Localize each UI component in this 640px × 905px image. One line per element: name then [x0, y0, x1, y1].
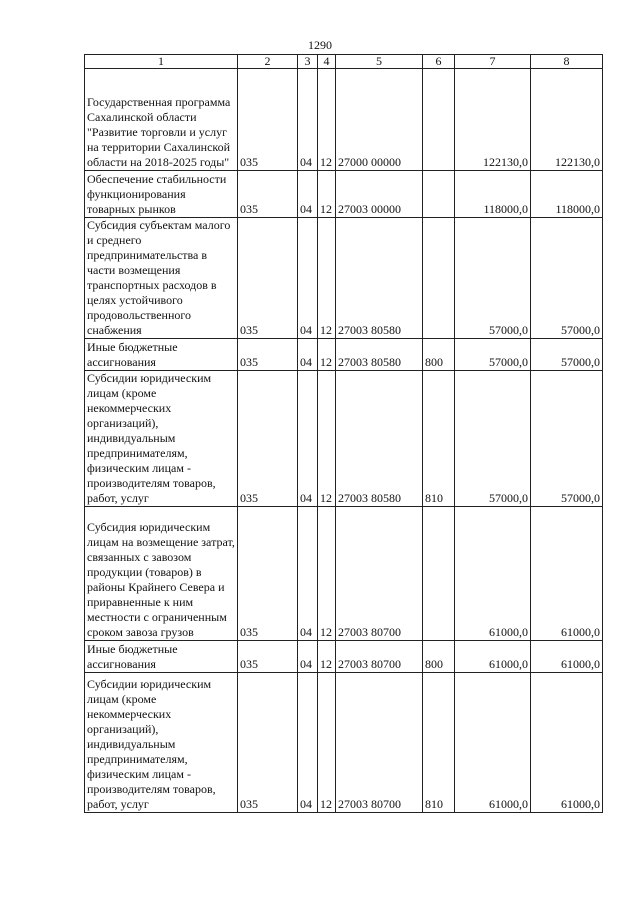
row-name: Иные бюджетные ассигнования	[85, 339, 238, 371]
header-cell: 1	[85, 55, 238, 69]
amount-col8: 122130,0	[531, 69, 603, 171]
amount-col7: 61000,0	[455, 673, 531, 813]
expense-type-code: 810	[423, 371, 455, 507]
amount-col7: 61000,0	[455, 641, 531, 673]
ministry-code: 035	[238, 69, 298, 171]
subsection-code: 12	[318, 218, 336, 339]
row-name: Субсидии юридическим лицам (кроме некоммерческих организаций), индивидуальным предпринимателям, физическим лицам - производителям товаров, работ, услуг	[85, 673, 238, 813]
target-article-code: 27003 80580	[336, 371, 423, 507]
table-row	[85, 641, 603, 673]
amount-col7: 57000,0	[455, 339, 531, 371]
row-name: Субсидия субъектам малого и среднего предпринимательства в части возмещения транспортных расходов в целях устойчивого продовольственного снабжения	[85, 218, 238, 339]
target-article-code: 27003 00000	[336, 171, 423, 218]
header-cell: 4	[318, 55, 336, 69]
amount-col8: 61000,0	[531, 641, 603, 673]
table-row	[85, 69, 603, 171]
expense-type-code	[423, 171, 455, 218]
amount-col7: 61000,0	[455, 507, 531, 641]
amount-col8: 57000,0	[531, 218, 603, 339]
ministry-code: 035	[238, 371, 298, 507]
subsection-code: 12	[318, 339, 336, 371]
row-name: Государственная программа Сахалинской области "Развитие торговли и услуг на территории Сахалинской области на 2018-2025 годы"	[85, 69, 238, 171]
ministry-code: 035	[238, 673, 298, 813]
header-cell: 5	[336, 55, 423, 69]
expense-type-code: 800	[423, 641, 455, 673]
amount-col8: 118000,0	[531, 171, 603, 218]
section-code: 04	[298, 507, 318, 641]
header-cell: 2	[238, 55, 298, 69]
amount-col7: 57000,0	[455, 218, 531, 339]
table-header-row	[85, 55, 603, 69]
subsection-code: 12	[318, 69, 336, 171]
section-code: 04	[298, 641, 318, 673]
subsection-code: 12	[318, 371, 336, 507]
row-name: Обеспечение стабильности функционирования товарных рынков	[85, 171, 238, 218]
section-code: 04	[298, 69, 318, 171]
header-cell: 8	[531, 55, 603, 69]
header-cell: 3	[298, 55, 318, 69]
expense-type-code	[423, 507, 455, 641]
expense-type-code	[423, 69, 455, 171]
amount-col8: 61000,0	[531, 507, 603, 641]
subsection-code: 12	[318, 641, 336, 673]
ministry-code: 035	[238, 507, 298, 641]
row-name: Иные бюджетные ассигнования	[85, 641, 238, 673]
subsection-code: 12	[318, 171, 336, 218]
header-cell: 7	[455, 55, 531, 69]
page-number: 1290	[308, 38, 332, 52]
row-name: Субсидия юридическим лицам на возмещение затрат, связанных с завозом продукции (товаров) в районы Крайнего Севера и приравненные к ним местности с ограниченным сроком завоза грузов	[85, 507, 238, 641]
amount-col8: 61000,0	[531, 673, 603, 813]
target-article-code: 27003 80580	[336, 339, 423, 371]
target-article-code: 27003 80700	[336, 507, 423, 641]
ministry-code: 035	[238, 641, 298, 673]
expense-type-code: 800	[423, 339, 455, 371]
expense-type-code: 810	[423, 673, 455, 813]
section-code: 04	[298, 171, 318, 218]
section-code: 04	[298, 339, 318, 371]
budget-table	[84, 54, 603, 813]
table-row	[85, 171, 603, 218]
ministry-code: 035	[238, 218, 298, 339]
subsection-code: 12	[318, 507, 336, 641]
table-row	[85, 507, 603, 641]
table-row	[85, 673, 603, 813]
header-cell: 6	[423, 55, 455, 69]
subsection-code: 12	[318, 673, 336, 813]
target-article-code: 27003 80700	[336, 673, 423, 813]
target-article-code: 27000 00000	[336, 69, 423, 171]
section-code: 04	[298, 218, 318, 339]
section-code: 04	[298, 673, 318, 813]
table-row	[85, 371, 603, 507]
target-article-code: 27003 80580	[336, 218, 423, 339]
table-row	[85, 218, 603, 339]
amount-col7: 118000,0	[455, 171, 531, 218]
ministry-code: 035	[238, 339, 298, 371]
ministry-code: 035	[238, 171, 298, 218]
row-name: Субсидии юридическим лицам (кроме некоммерческих организаций), индивидуальным предпринимателям, физическим лицам - производителям товаров, работ, услуг	[85, 371, 238, 507]
amount-col8: 57000,0	[531, 371, 603, 507]
amount-col8: 57000,0	[531, 339, 603, 371]
table-row	[85, 339, 603, 371]
amount-col7: 57000,0	[455, 371, 531, 507]
target-article-code: 27003 80700	[336, 641, 423, 673]
expense-type-code	[423, 218, 455, 339]
amount-col7: 122130,0	[455, 69, 531, 171]
section-code: 04	[298, 371, 318, 507]
